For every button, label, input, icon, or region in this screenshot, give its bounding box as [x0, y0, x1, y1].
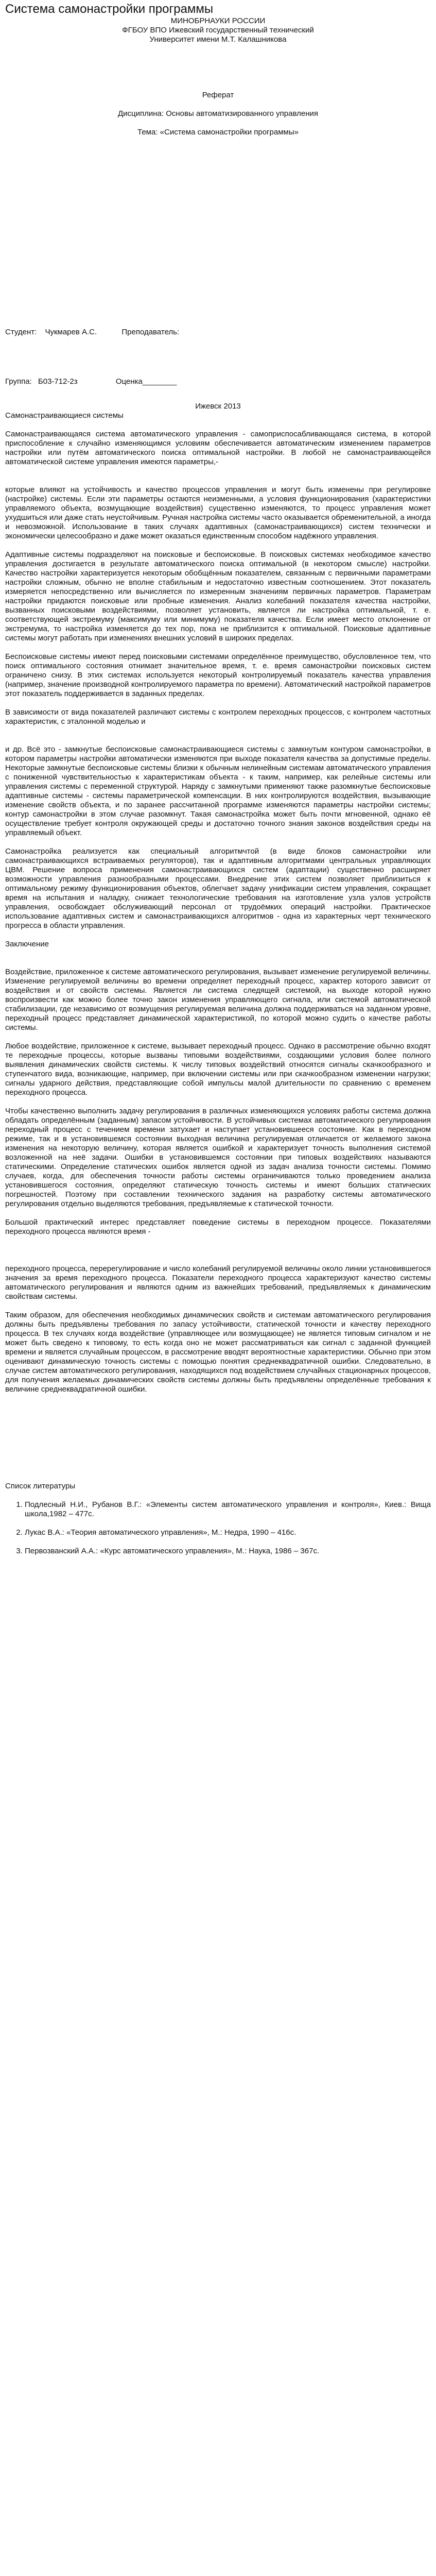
paragraph: В зависимости от вида показателей различают системы с контролем переходных процессов, с контролем частотных характеристик, с эталонной моделью и — [5, 708, 431, 726]
paragraph: переходного процесса, перерегулирование и число колебаний регулируемой величины около линии установившегося значения за время переходного процесса. Показатели переходного процесса характеризуют качество системы автоматического регулирования и являются одним из важнейших требований, предъявляемых к динамическим свойствам системы. — [5, 1264, 431, 1301]
university-line: Университет имени М.Т. Калашникова — [149, 35, 287, 44]
reference-item: 3. Первозванский А.А.: «Курс автоматического управления», М.: Наука, 1986 – 367с. — [25, 1547, 431, 1556]
page-title: Система самонастройки программы — [5, 2, 214, 16]
student-label: Студент: — [5, 328, 37, 336]
reference-item: 2. Лукас В.А.: «Теория автоматического управления», М.: Недра, 1990 – 416с. — [25, 1528, 431, 1537]
paragraph: Любое воздействие, приложенное к системе, вызывает переходный процесс. Однако в рассмотрение обычно входят те переходные процессы, которые вызваны типовыми воздействиями, создающими условия более полного выявления динамических свойств системы. К числу типовых воздействий относятся сигналы скачкообразного и ступенчатого вида, возникающие, например, при включении системы или при скачкообразном изменении нагрузки; сигналы ударного действия, представляющие собой импульсы малой длительности по сравнению с временем переходного процесса. — [5, 1042, 431, 1097]
grade-label: Оценка________ — [115, 377, 177, 386]
essay-discipline: Дисциплина: Основы автоматизированного управления — [118, 109, 318, 118]
paragraph: Чтобы качественно выполнить задачу регулирования в различных изменяющихся условиях работы система должна обладать определённым (заданным) запасом устойчивости. В устойчивых системах автоматического регулирования переходный процесс с течением времени затухает и наступает установившееся состояние. Как в переходном режиме, так и в установившемся состоянии выходная величина регулируемая отличается от желаемого закона изменения на некоторую величину, которая является ошибкой и характеризует точность выполнения системой возложенной на неё задачи. Ошибки в установившемся состоянии при типовых воздействиях называются статическими. Определение статических ошибок является одной из задач анализа точности системы. Помимо случаев, когда, для обеспечения точности работы системы ограничиваются только проведением анализа установившегося состояния, определяют статическую точность системы и имеют больших статических погрешностей. Поэтому при составлении технического задания на разработку системы автоматического регулирования отдельно выделяются требования, предъявляемые к статической точности. — [5, 1107, 431, 1208]
paragraph: и др. Всё это - замкнутые беспоисковые самонастраивающиеся системы с замкнутым контуром самонастройки, в котором параметры настройки автоматически изменяются при выходе показателя качества за допустимые пределы. Некоторые замкнутые беспоисковые системы близки к обычным нелинейным системам автоматического управления с пониженной чувствительностью к характеристикам объекта - к таким, например, как релейные системы или управления системы с переменной структурой. Наряду с замкнутыми применяют также разомкнутые беспоисковые адаптивные системы - системы параметрической компенсации. В них контролируются воздействия, вызывающие изменение свойств объекта, и по заранее рассчитанной программе изменяются параметры настройки системы; контур самонастройки в этом случае разомкнут. Такая самонастройка может быть почти мгновенной, однако её осуществление требует контроля окружающей среды и достаточно точного знания законов воздействия среды на управляемый объект. — [5, 745, 431, 837]
paragraph: Беспоисковые системы имеют перед поисковыми системами определённое преимущество, обусловленное тем, что поиск оптимального состояния отнимает значительное время, т. е. время самонастройки поисковых систем ограничено снизу. В этих системах используется некоторый контролируемый показатель качества управления (например, значение производной контролируемого параметра по времени). Автоматический настройкой параметров этот показатель поддерживается в заданных пределах. — [5, 652, 431, 698]
group-value: Б03-712-2з — [38, 377, 78, 386]
group-line — [5, 377, 431, 386]
ministry-line: МИНОБРНАУКИ РОССИИ — [170, 16, 266, 25]
teacher-label: Преподаватель: — [121, 328, 180, 336]
essay-type: Реферат — [202, 91, 234, 99]
paragraph: которые влияют на устойчивость и качество процессов управления и могут быть изменены при регулировке (настройке) системы. Если эти параметры остаются неизменными, а условия функционирования (характеристики управляемого объекта, возмущающие воздействия) существенно изменяются, то процесс управления может ухудшиться или даже стать неустойчивым. Ручная настройка системы часто оказывается обременительной, а иногда и невозможной. Использование в таких случаях адаптивных (самонастраивающихся) систем технически и экономически целесообразно и даже может оказаться единственным способом надёжного управления. — [5, 485, 431, 540]
student-line — [5, 328, 431, 337]
paragraph: Таким образом, для обеспечения необходимых динамических свойств и системам автоматического регулирования должны быть предъявлены требования по запасу устойчивости, статической точности и качеству переходного процесса. В тех случаях когда воздействие (управляющее или возмущающее) не является типовым сигналом и не может быть сведено к типовому, то есть когда оно не может рассматриваться как сигнал с заданной функцией времени и является случайным процессом, в рассмотрение вводят вероятностные характеристики. Обычно при этом оценивают динамическую точность системы с помощью понятия среднеквадратичной ошибки. Следовательно, в случае систем автоматического регулирования, находящихся под воздействием случайных стационарных процессов, для получения желаемых динамических свойств системы должны быть предъявлены определённые требования к величине среднеквадратичной ошибки. — [5, 1311, 431, 1394]
city-year: Ижевск 2013 — [195, 402, 241, 411]
conclusion-heading: Заключение — [5, 940, 49, 948]
essay-topic: Тема: «Система самонастройки программы» — [137, 128, 299, 137]
references-list — [5, 1500, 431, 1556]
institution-line: ФГБОУ ВПО Ижевский государственный технический — [122, 26, 314, 35]
paragraph: Самонастройка реализуется как специальный алгоритмчтой (в виде блоков самонастройки или самонастраивающихся встраиваемых регуляторов), так и адаптивным алгоритмами центральных управляющих ЦВМ. Решение вопроса применения самонастраивающихся систем (адаптации) существенно расширяет возможности управления разнообразными процессами. Внедрение этих систем позволяет приблизиться к оптимальному режиму функционирования объектов, облегчает задачу унификации систем управления, сокращает время на испытания и наладку, снижает технологические требования на изготовление узла узлов устройств управления, освобождает обслуживающий персонал от трудоёмких операций настройки. Практическое использование адаптивных систем и самонастраивающихся алгоритмов - одна из характерных черт технического прогресса в области управления. — [5, 847, 431, 930]
reference-item: 1. Подлесный Н.И., Рубанов В.Г.: «Элементы систем автоматического управления и контроля», Киев.: Вища школа,1982 – 477с. — [25, 1500, 431, 1519]
paragraph: Самонастраивающаяся система автоматического управления - самоприспосабливающаяся система, в которой приспособление к случайно изменяющимся условиям обеспечивается автоматическим изменением параметров настройки или путём автоматического поиска оптимальной настройки. В любой не самонастраивающейся автоматической системе управления имеются параметры,- — [5, 430, 431, 466]
group-label: Группа: — [5, 377, 32, 386]
essay-block — [5, 91, 431, 137]
references-heading: Список литературы — [5, 1482, 76, 1490]
header-block — [5, 16, 431, 44]
paragraph: Большой практический интерес представляет поведение системы в переходном процессе. Показателями переходного процесса являются время - — [5, 1218, 431, 1236]
section-subtitle: Самонастраивающиеся системы — [5, 411, 124, 420]
student-name: Чукмарев А.С. — [45, 328, 97, 336]
paragraph: Воздействие, приложенное к системе автоматического регулирования, вызывает изменение регулируемой величины. Изменение регулируемой величины во времени определяет переходный процесс, характер которого зависит от воздействия и от свойств системы. Является ли система следящей системой, на выходе которой нужно воспроизвести как можно более точно закон изменения управляющего сигнала, или системой автоматической стабилизации, где независимо от возмущения регулируемая величина должна поддерживаться на заданном уровне, переходный процесс представляет динамической характеристикой, по которой можно судить о качестве работы системы. — [5, 968, 431, 1032]
paragraph: Адаптивные системы подразделяют на поисковые и беспоисковые. В поисковых системах необходимое качество управления достигается в результате автоматического поиска оптимальной (в некотором смысле) настройки. Качество настройки характеризуется некоторым обобщённым показателем, связанным с первичными параметрами настройки сложным, обычно не вполне стабильным и недостаточно известным соотношением. Этот показатель измеряется непосредственно или вычисляется по измеренным значениям первичных параметров. Параметрам настройки придаются поисковые или пробные изменения. Анализ колебаний показателя качества настройки, вызванных поисковыми воздействиями, позволяет установить, является ли настройка оптимальной, т. е. соответствующей экстремуму (максимуму или минимуму) показателя качества. Если имеет место отклонение от экстремума, то настройка изменяется до тех пор, пока не приблизится к оптимальной. Поисковые адаптивные системы могут работать при изменениях внешних условий в широких пределах. — [5, 550, 431, 642]
